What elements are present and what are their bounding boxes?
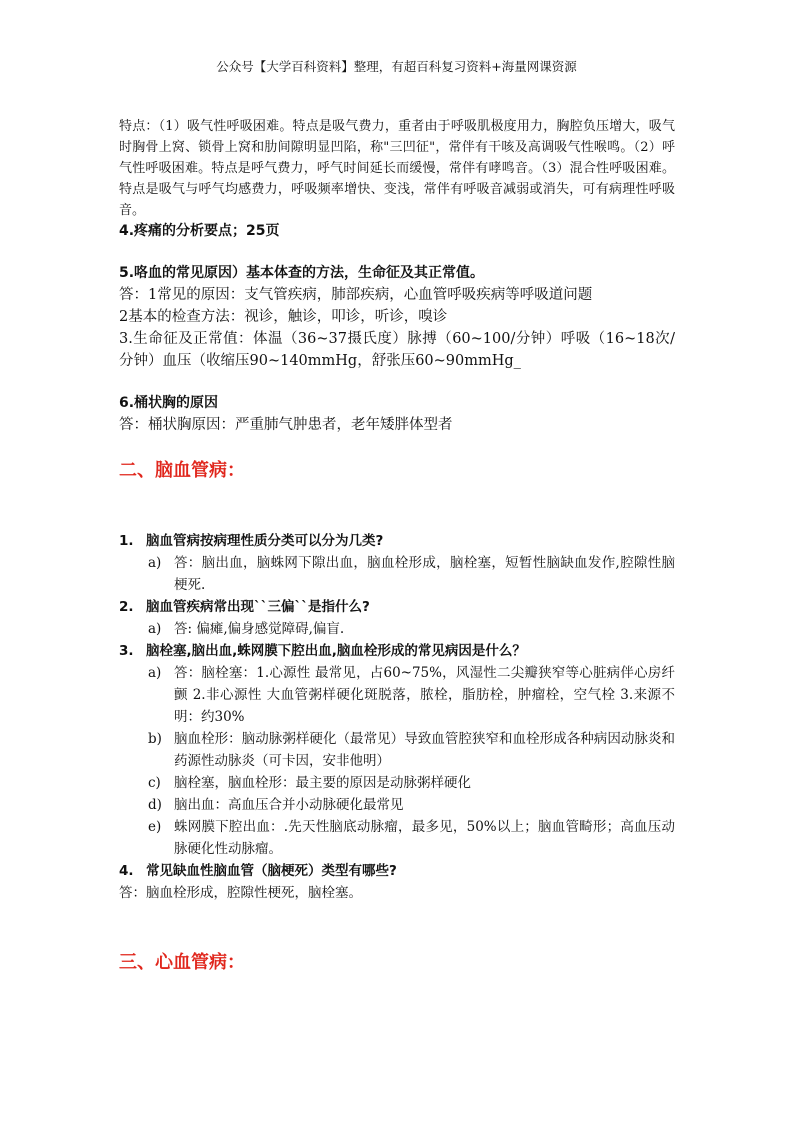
answer-marker: a) bbox=[148, 555, 162, 571]
question-text: 常见缺血性脑血管（脑梗死）类型有哪些? bbox=[146, 863, 397, 879]
answer-text: 脑血栓形：脑动脉粥样硬化（最常见）导致血管腔狭窄和血栓形成各种病因动脉炎和药源性动脉炎（可卡因，安非他明） bbox=[174, 731, 675, 769]
answer-text: 蛛网膜下腔出血：.先天性脑底动脉瘤，最多见，50%以上；脑血管畸形；高血压动脉硬化性动脉瘤。 bbox=[174, 819, 675, 857]
answer-item bbox=[119, 816, 675, 860]
q4-heading: 4.疼痛的分析要点；25页 bbox=[119, 223, 280, 239]
question-item bbox=[119, 860, 675, 882]
answer-text: 答: 偏瘫,偏身感觉障碍,偏盲. bbox=[174, 621, 345, 637]
question-number: 3. bbox=[119, 643, 134, 659]
answer-text: 答：脑栓塞：1.心源性 最常见，占60~75%，风湿性二尖瓣狭窄等心脏病伴心房纤颤 2.非心源性 大血管粥样硬化斑脱落，脓栓，脂肪栓，肿瘤栓，空气栓 3.来源不明：约30% bbox=[174, 665, 675, 725]
q6-heading: 6.桶状胸的原因 bbox=[119, 395, 219, 411]
answer-marker: b) bbox=[148, 731, 162, 747]
answer-item bbox=[119, 552, 675, 596]
question-4-answer: 答：脑血栓形成，腔隙性梗死，脑栓塞。 bbox=[119, 885, 362, 901]
document-body bbox=[119, 116, 675, 976]
question-text: 脑血管病按病理性质分类可以分为几类? bbox=[146, 533, 384, 549]
answer-text: 答：脑出血，脑蛛网下隙出血，脑血栓形成，脑栓塞，短暂性脑缺血发作,腔隙性脑梗死. bbox=[174, 555, 675, 593]
question-number: 4. bbox=[119, 863, 134, 879]
answer-item bbox=[119, 794, 675, 816]
question-item bbox=[119, 640, 675, 662]
question-text: 脑血管疾病常出现``三偏``是指什么? bbox=[146, 599, 370, 615]
answer-item bbox=[119, 618, 675, 640]
answer-item bbox=[119, 772, 675, 794]
question-item bbox=[119, 596, 675, 618]
question-number: 2. bbox=[119, 599, 134, 615]
answer-marker: c) bbox=[148, 775, 161, 791]
q5-line: 3.生命征及正常值：体温（36~37摄氏度）脉搏（60~100/分钟）呼吸（16~18次/分钟）血压（收缩压90~140mmHg，舒张压60~90mmHg_ bbox=[119, 331, 675, 369]
page-header: 公众号【大学百科资料】整理，有超百科复习资料+海量网课资源 bbox=[216, 59, 577, 74]
intro-paragraph: 特点：（1）吸气性呼吸困难。特点是吸气费力，重者由于呼吸肌极度用力，胸腔负压增大，吸气时胸骨上窝、锁骨上窝和肋间隙明显凹陷，称"三凹征"，常伴有干咳及高调吸气性喉鸣。（2）呼气性呼吸困难。特点是呼气费力，呼气时间延长而缓慢，常伴有哮鸣音。（3）混合性呼吸困难。特点是吸气与呼气均感费力，呼吸频率增快、变浅，常伴有呼吸音减弱或消失，可有病理性呼吸音。 bbox=[119, 119, 675, 218]
q6-answer: 答：桶状胸原因：严重肺气肿患者，老年矮胖体型者 bbox=[119, 417, 453, 433]
section-title-cerebrovascular: 二、脑血管病： bbox=[119, 460, 245, 481]
answer-marker: a) bbox=[148, 621, 162, 637]
q5-line: 答：1常见的原因：支气管疾病，肺部疾病，心血管呼吸疾病等呼吸道问题 bbox=[119, 287, 593, 303]
answer-text: 脑出血：高血压合并小动脉硬化最常见 bbox=[174, 797, 404, 813]
question-number: 1. bbox=[119, 533, 134, 549]
q5-line: 2基本的检查方法：视诊，触诊，叩诊，听诊，嗅诊 bbox=[119, 309, 448, 325]
answer-marker: a) bbox=[148, 665, 162, 681]
answer-item bbox=[119, 728, 675, 772]
answer-text: 脑栓塞，脑血栓形：最主要的原因是动脉粥样硬化 bbox=[174, 775, 471, 791]
q5-heading: 5.咯血的常见原因）基本体查的方法，生命征及其正常值。 bbox=[119, 265, 485, 281]
answer-marker: d) bbox=[148, 797, 162, 813]
question-item bbox=[119, 530, 675, 552]
section-title-cardiovascular: 三、心血管病： bbox=[119, 952, 245, 973]
question-text: 脑栓塞,脑出血,蛛网膜下腔出血,脑血栓形成的常见病因是什么？ bbox=[146, 643, 526, 659]
answer-item bbox=[119, 662, 675, 728]
answer-marker: e) bbox=[148, 819, 162, 835]
